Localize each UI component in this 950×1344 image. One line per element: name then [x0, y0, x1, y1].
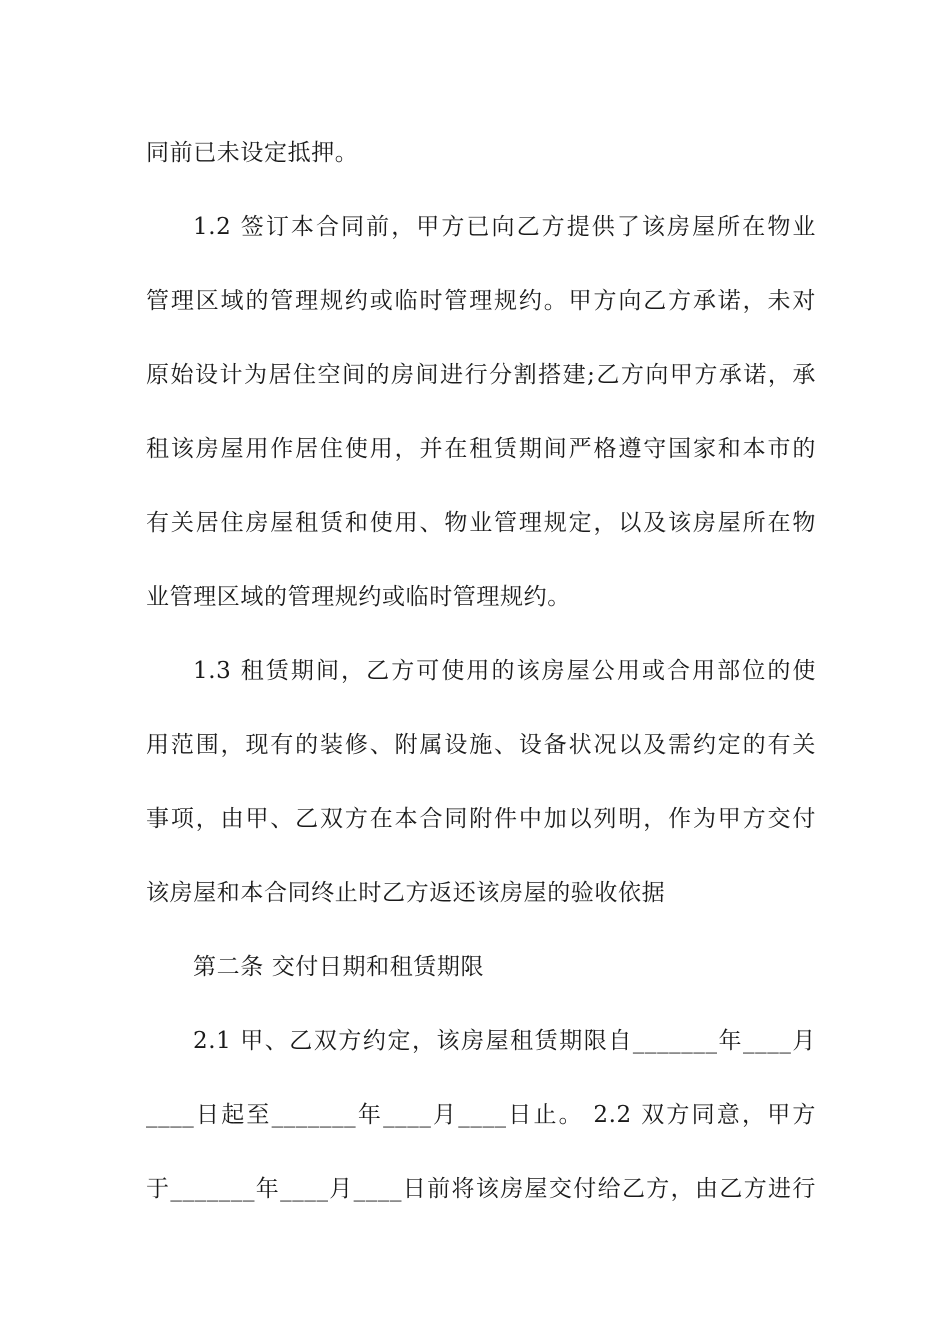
clause-1-3-line: 1.3 租赁期间，乙方可使用的该房屋公用或合用部位的使: [193, 658, 816, 684]
clause-2-1-line: 2.1 甲、乙双方约定，该房屋租赁期限自_______年____月: [193, 1028, 816, 1054]
paragraph-line: ____日起至_______年____月____日止。 2.2 双方同意，甲方: [146, 1102, 816, 1128]
article-2-heading: 第二条 交付日期和租赁期限: [193, 954, 485, 980]
paragraph-line: 用范围，现有的装修、附属设施、设备状况以及需约定的有关: [146, 732, 816, 758]
paragraph-line: 于_______年____月____日前将该房屋交付给乙方，由乙方进行: [146, 1176, 816, 1202]
paragraph-line: 管理区域的管理规约或临时管理规约。甲方向乙方承诺，未对: [146, 288, 816, 314]
paragraph-line: 该房屋和本合同终止时乙方返还该房屋的验收依据: [146, 880, 666, 906]
paragraph-line: 租该房屋用作居住使用，并在租赁期间严格遵守国家和本市的: [146, 436, 816, 462]
paragraph-line: 原始设计为居住空间的房间进行分割搭建;乙方向甲方承诺，承: [146, 362, 816, 388]
clause-1-2-line: 1.2 签订本合同前，甲方已向乙方提供了该房屋所在物业: [193, 214, 816, 240]
paragraph-line: 业管理区域的管理规约或临时管理规约。: [146, 584, 571, 610]
paragraph-line: 同前已未设定抵押。: [146, 140, 359, 166]
paragraph-line: 事项，由甲、乙双方在本合同附件中加以列明，作为甲方交付: [146, 806, 816, 832]
paragraph-line: 有关居住房屋租赁和使用、物业管理规定，以及该房屋所在物: [146, 510, 816, 536]
